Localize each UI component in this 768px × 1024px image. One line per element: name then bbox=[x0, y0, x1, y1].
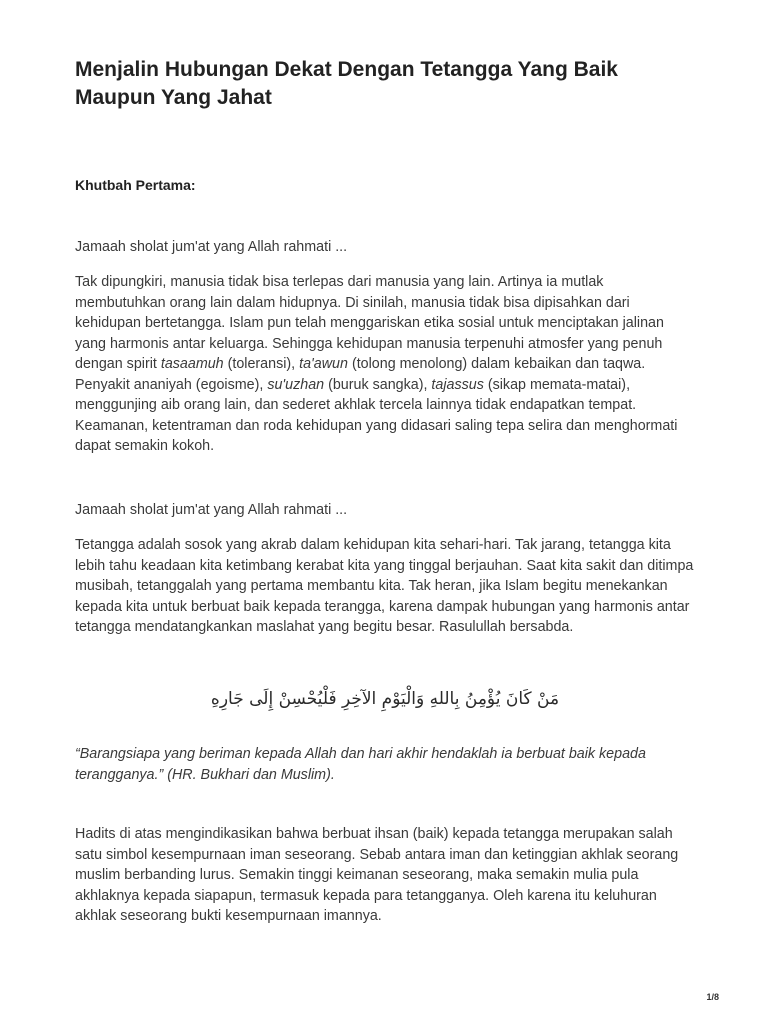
term-tajassus: tajassus bbox=[431, 376, 484, 393]
arabic-hadith: مَنْ كَانَ يُؤْمِنُ بِاللهِ وَالْيَوْمِ الآخِرِ فَلْيُحْسِنْ إِلَى جَارِهِ bbox=[210, 689, 560, 709]
greeting-1: Jamaah sholat jum'at yang Allah rahmati ... bbox=[75, 239, 348, 255]
section-heading: Khutbah Pertama: bbox=[75, 177, 196, 193]
paragraph-1-text-c: (tolong menolong) dalam kebaikan dan taqwa. Penyakit ananiyah (egoisme), bbox=[75, 356, 646, 393]
hadith-translation: “Barangsiapa yang beriman kepada Allah dan hari akhir hendaklah ia berbuat baik kepada terangganya.” (HR. Bukhari dan Muslim). bbox=[75, 746, 646, 783]
paragraph-1 bbox=[75, 272, 695, 457]
paragraph-1-text-b: (toleransi), bbox=[223, 356, 300, 372]
term-suuzhan: su'uzhan bbox=[267, 376, 325, 393]
document-title: Menjalin Hubungan Dekat Dengan Tetangga Yang Baik Maupun Yang Jahat bbox=[75, 58, 618, 109]
paragraph-3: Hadits di atas mengindikasikan bahwa berbuat ihsan (baik) kepada tetangga merupakan salah satu simbol kesempurnaan iman seseorang. Sebab antara iman dan ketinggian akhlak seorang muslim berbanding lurus. Semakin tinggi keimanan seseorang, maka semakin mulia pula akhlaknya kepada siapapun, termasuk kepada para tetangganya. Oleh karena itu keluhuran akhlak seseorang bukti kesempurnaan imannya. bbox=[75, 826, 679, 924]
term-taawun: ta'awun bbox=[299, 356, 348, 372]
greeting-2: Jamaah sholat jum'at yang Allah rahmati ... bbox=[75, 502, 348, 518]
page-number: 1/8 bbox=[706, 992, 719, 1002]
paragraph-1-text-a: Tak dipungkiri, manusia tidak bisa terlepas dari manusia yang lain. Artinya ia mutlak membutuhkan orang lain dalam hidupnya. Di sinilah, manusia tidak bisa dipisahkan dari kehidupan bertetangga. Islam pun telah menggariskan etika sosial untuk menciptakan jalinan yang harmonis antar keluarga. Sehingga kehidupan manusia terpenuhi atmosfer yang penuh dengan spirit bbox=[75, 274, 664, 372]
paragraph-1-text-e: (sikap memata-matai), menggunjing aib orang lain, dan sederet akhlak tercela lainnya tidak endapatkan tempat. Keamanan, ketentraman dan roda kehidupan yang didasari saling tepa selira dan menghormati dapat semakin kokoh. bbox=[75, 376, 678, 454]
paragraph-1-text-d: (buruk sangka), bbox=[324, 376, 432, 393]
term-tasaamuh: tasaamuh bbox=[160, 356, 224, 372]
paragraph-2: Tetangga adalah sosok yang akrab dalam kehidupan kita sehari-hari. Tak jarang, tetangga kita lebih tahu keadaan kita ketimbang kerabat kita yang tinggal berjauhan. Saat kita sakit dan ditimpa musibah, tetanggalah yang pertama membantu kita. Tak heran, jika Islam begitu menekankan kepada kita untuk berbuat baik kepada terangga, karena dampak hubungan yang harmonis antar tetangga mendatangkankan maslahat yang begitu besar. Rasulullah bersabda. bbox=[75, 537, 694, 635]
